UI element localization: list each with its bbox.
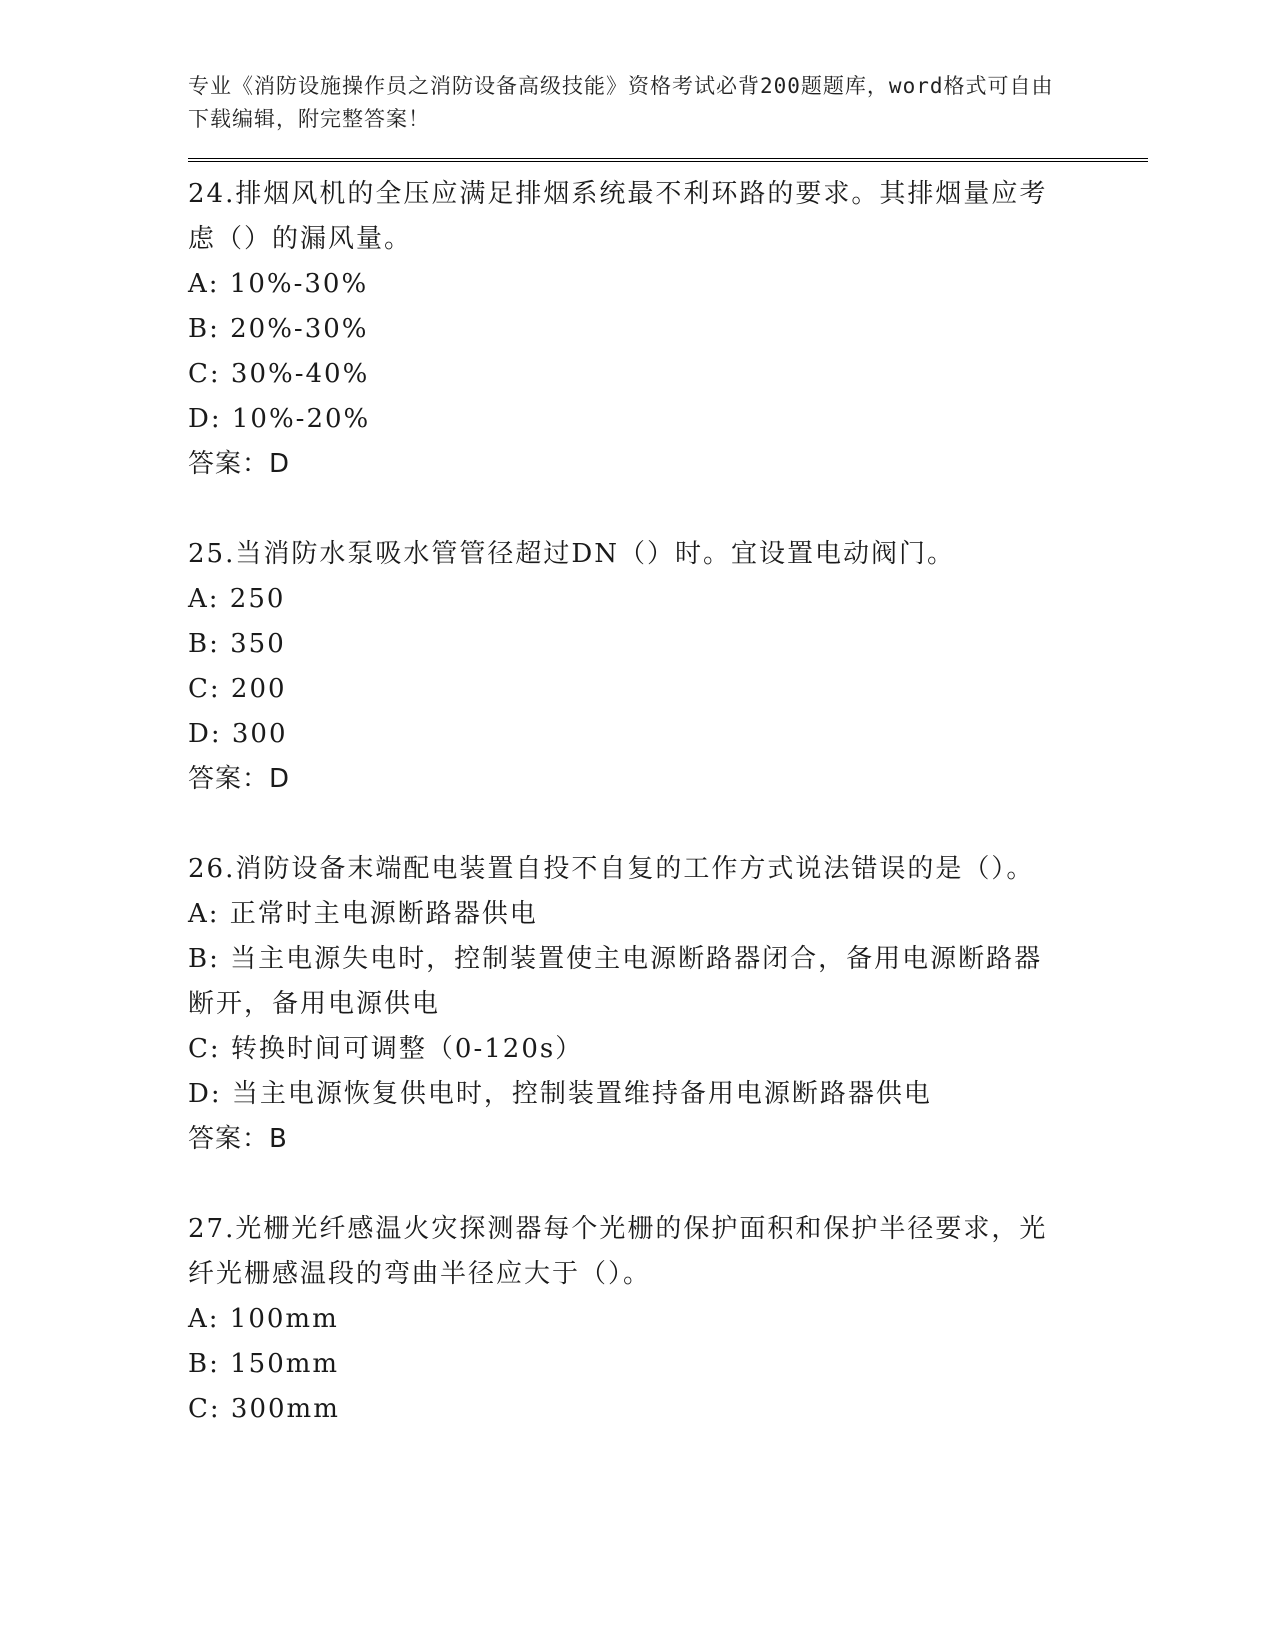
header-divider (188, 158, 1148, 162)
option-b: B: 350 (188, 629, 286, 659)
question-25 (188, 532, 1148, 802)
question-stem: 25.当消防水泵吸水管管径超过DN（）时。宜设置电动阀门。 (188, 539, 955, 569)
answer-label: 答案：B (188, 1124, 288, 1154)
option-a: A: 正常时主电源断路器供电 (188, 899, 538, 929)
option-a: A: 100mm (188, 1304, 339, 1334)
option-d: D: 当主电源恢复供电时，控制装置维持备用电源断路器供电 (188, 1079, 932, 1109)
option-c: C: 30%-40% (188, 359, 370, 389)
question-stem: 24.排烟风机的全压应满足排烟系统最不利环路的要求。其排烟量应考虑（）的漏风量。 (188, 179, 1048, 254)
document-intro: 专业《消防设施操作员之消防设备高级技能》资格考试必背200题题库，word格式可自由下载编辑，附完整答案！ (188, 74, 1054, 131)
question-27 (188, 1207, 1148, 1432)
option-a: A: 10%-30% (188, 269, 369, 299)
option-b: B: 20%-30% (188, 314, 369, 344)
option-b: B: 当主电源失电时，控制装置使主电源断路器闭合，备用电源断路器断开，备用电源供电 (188, 944, 1043, 1019)
question-26 (188, 847, 1148, 1162)
option-a: A: 250 (188, 584, 286, 614)
question-stem: 26.消防设备末端配电装置自投不自复的工作方式说法错误的是（）。 (188, 854, 1035, 884)
document-page (188, 70, 1148, 1432)
option-d: D: 10%-20% (188, 404, 371, 434)
answer-label: 答案：D (188, 764, 291, 794)
option-c: C: 200 (188, 674, 287, 704)
option-c: C: 300mm (188, 1394, 340, 1424)
question-stem: 27.光栅光纤感温火灾探测器每个光栅的保护面积和保护半径要求，光纤光栅感温段的弯曲半径应大于（）。 (188, 1214, 1048, 1289)
option-c: C: 转换时间可调整（0-120s） (188, 1034, 584, 1064)
option-d: D: 300 (188, 719, 288, 749)
option-b: B: 150mm (188, 1349, 340, 1379)
answer-label: 答案：D (188, 449, 291, 479)
question-24 (188, 172, 1148, 487)
